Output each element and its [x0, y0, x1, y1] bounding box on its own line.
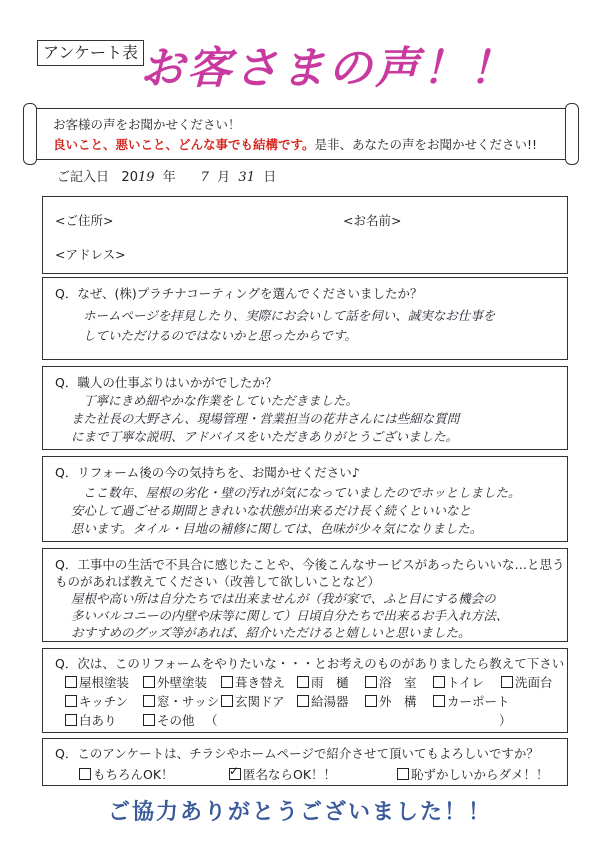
answer-2-line-1: 丁寧にきめ細やかな作業をしていただきました。 [83, 393, 359, 408]
survey-tag: アンケート表 [37, 40, 144, 66]
checkbox[interactable] [143, 714, 155, 726]
year-value: 19 [137, 170, 155, 185]
answer-4-line-2: 多いバルコニーの内壁や床等に関して）日頃自分たちで出来るお手入れ方法、 [71, 608, 509, 623]
page-title [140, 38, 560, 100]
answer-1-line-2: していただけるのではないかと思ったからです。 [83, 328, 357, 343]
month-unit: 月 [217, 170, 231, 185]
option-window[interactable]: 窓・サッシ [143, 692, 219, 710]
answer-3-line-2: 安心して過ごせる期間ときれいな状態が出来るだけ長く続くといいなと [71, 503, 472, 518]
question-2-box [42, 366, 568, 450]
answer-3-line-3: 思います。タイル・目地の補修に関しては、色味が少々気になりました。 [71, 521, 483, 536]
entry-date [57, 166, 276, 185]
answer-3-line-1: ここ数年、屋根の劣化・壁の汚れが気になっていましたのでホッとしました。 [83, 485, 521, 500]
answer-1-line-1: ホームページを拝見したり、実際にお会いして話を伺い、誠実なお仕事を [83, 308, 496, 323]
option-reroof[interactable]: 葺き替え [221, 673, 285, 691]
option-wall-paint[interactable]: 外壁塗装 [143, 673, 207, 691]
intro-banner [30, 108, 572, 160]
date-label: ご記入日 [57, 170, 110, 185]
question-3-box [42, 456, 568, 542]
option-other[interactable]: その他 [143, 711, 195, 729]
option-anonymous-ok[interactable]: ✓ 匿名ならOK！！ [229, 764, 337, 782]
intro-rest: 是非、あなたの声をお聞かせください!! [314, 137, 538, 152]
question-1: Q．なぜ、(株)プラチナコーティングを選んでくださいましたか？ [55, 286, 423, 301]
checkbox[interactable] [65, 695, 77, 707]
day-value: 31 [238, 170, 255, 185]
option-termite[interactable]: 白あり [65, 711, 117, 729]
year-unit: 年 [162, 170, 176, 185]
question-4-box [42, 548, 568, 642]
customer-info-box [42, 196, 568, 274]
question-6: Q．このアンケートは、チラシやホームページで紹介させて頂いてもよろしいですか？ [55, 746, 539, 761]
option-ok[interactable]: もちろんOK！ [79, 765, 174, 783]
option-kitchen[interactable]: キッチン [65, 692, 128, 710]
checkbox[interactable] [143, 695, 155, 707]
checkbox[interactable] [79, 768, 91, 780]
checkbox[interactable] [433, 676, 445, 688]
answer-2-line-3: にまで丁寧な説明、アドバイスをいただきありがとうございました。 [71, 429, 459, 444]
option-washbasin[interactable]: 洗面台 [501, 673, 553, 691]
question-6-box [42, 738, 568, 786]
option-toilet[interactable]: トイレ [433, 673, 484, 691]
option-roof-paint[interactable]: 屋根塗装 [65, 673, 129, 691]
intro-line-1: お客様の声をお聞かせください！ [53, 117, 241, 132]
option-no[interactable]: 恥ずかしいからダメ！！ [397, 765, 549, 783]
checkbox[interactable] [221, 676, 233, 688]
checkbox[interactable] [143, 676, 155, 688]
checkbox[interactable] [297, 676, 309, 688]
checkbox[interactable] [221, 695, 233, 707]
option-gutter[interactable]: 雨 樋 [297, 673, 349, 691]
checkbox[interactable] [65, 714, 77, 726]
question-5-box [42, 648, 568, 733]
answer-4-line-1: 屋根や高い所は自分たちでは出来ませんが（我が家で、ふと目にする機会の [71, 591, 496, 606]
answer-4-line-3: おすすめのグッズ等があれば、紹介いただけると嬉しいと思いました。 [71, 625, 471, 640]
address-label: <ご住所> [55, 213, 114, 228]
intro-line-2 [53, 135, 537, 153]
day-unit: 日 [263, 170, 277, 185]
answer-2-line-2: また社長の大野さん、現場管理・営業担当の花井さんには些細な質問 [71, 411, 460, 426]
question-1-box [42, 277, 568, 360]
other-open-paren: （ [205, 713, 218, 728]
option-entrance-door[interactable]: 玄関ドア [221, 692, 285, 710]
question-4-line-2: ものがあれば教えてください（改善して欲しいことなど） [55, 574, 381, 589]
checkbox[interactable] [433, 695, 445, 707]
check-mark-icon: ✓ [229, 764, 240, 778]
month-value: 7 [200, 170, 209, 185]
option-carport[interactable]: カーポート [433, 692, 510, 710]
question-5: Q．次は、このリフォームをやりたいな・・・とお考えのものがありましたら教えて下さい [55, 656, 565, 671]
name-label: <お名前> [343, 213, 402, 228]
year-prefix: 20 [121, 170, 138, 185]
checkbox[interactable] [65, 676, 77, 688]
checkbox[interactable] [501, 676, 513, 688]
email-label: <アドレス> [55, 247, 126, 262]
question-3: Q．リフォーム後の今の気持ちを、お聞かせください♪ [55, 465, 360, 480]
question-2: Q．職人の仕事ぶりはいかがでしたか？ [55, 375, 278, 390]
checkbox[interactable] [365, 676, 377, 688]
checkbox[interactable] [397, 768, 409, 780]
option-bath[interactable]: 浴 室 [365, 673, 417, 691]
other-close-paren: ） [499, 713, 512, 728]
thanks-message: ご協力ありがとうございました！！ [107, 800, 492, 825]
checkbox-checked[interactable] [229, 764, 241, 780]
question-4-line-1: Q．工事中の生活で不具合に感じたことや、今後こんなサービスがあったらいいな…と思う [55, 557, 565, 572]
intro-emphasis: 良いこと、悪いこと、どんな事でも結構です。 [53, 137, 315, 152]
checkbox[interactable] [365, 695, 377, 707]
option-water-heater[interactable]: 給湯器 [297, 692, 349, 710]
checkbox[interactable] [297, 695, 309, 707]
option-exterior[interactable]: 外 構 [365, 692, 417, 710]
page-title-text: お客さまの声！！ [140, 43, 516, 94]
